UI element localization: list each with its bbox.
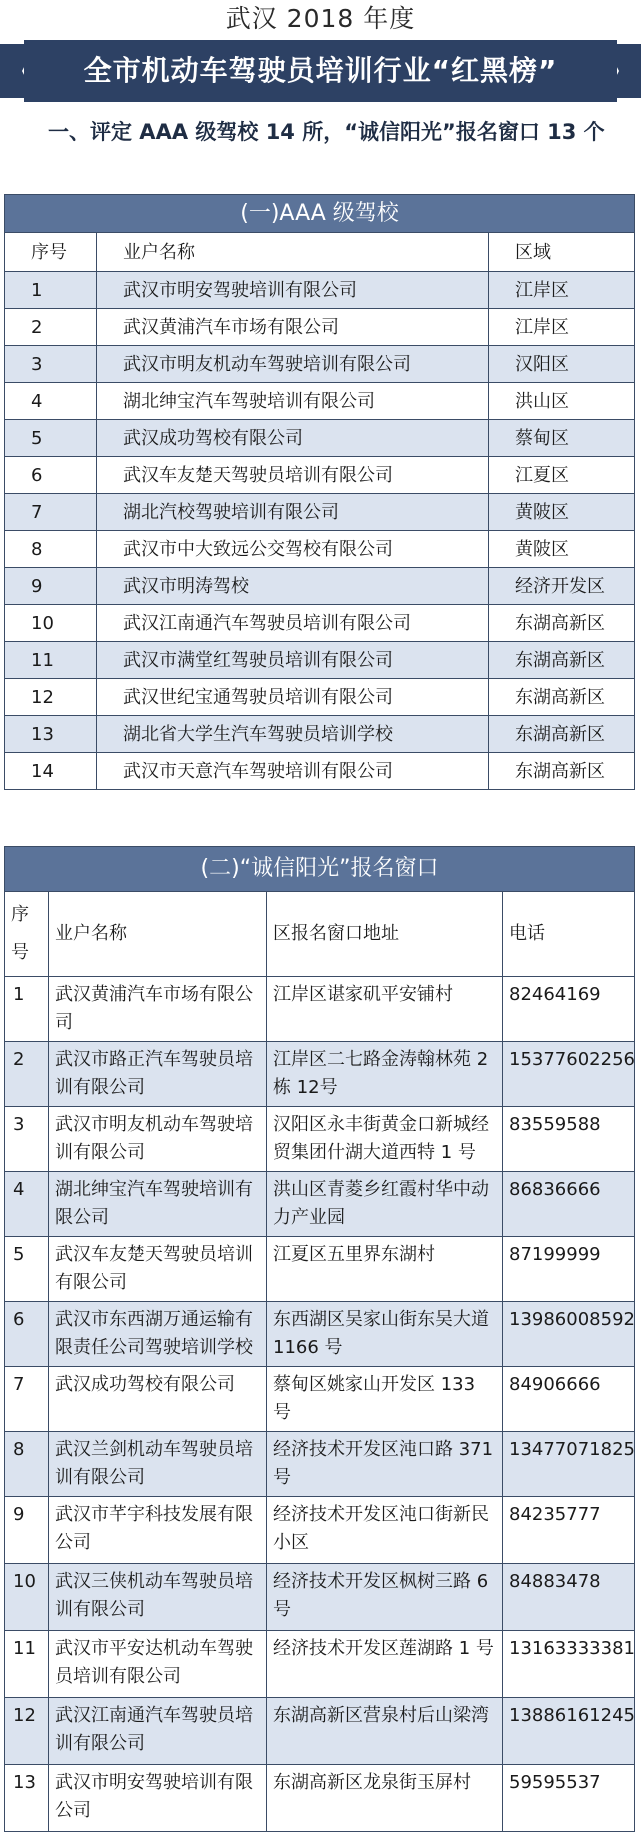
table-header-row	[5, 233, 635, 272]
window-address: 经济技术开发区沌口路 371号	[267, 1432, 503, 1497]
phone-number: 15377602256	[503, 1042, 635, 1107]
row-index: 11	[5, 1631, 49, 1698]
table-row	[5, 272, 635, 309]
title-banner	[0, 40, 641, 102]
table-row	[5, 383, 635, 420]
banner-title: 全市机动车驾驶员培训行业“红黑榜”	[83, 54, 558, 87]
phone-number: 83559588	[503, 1107, 635, 1172]
row-index: 6	[5, 457, 97, 494]
table-row	[5, 1302, 635, 1367]
table-row	[5, 716, 635, 753]
row-index: 4	[5, 383, 97, 420]
row-index: 2	[5, 1042, 49, 1107]
row-index: 2	[5, 309, 97, 346]
district: 东湖高新区	[489, 642, 635, 679]
row-index: 7	[5, 1367, 49, 1432]
company-name: 武汉市明友机动车驾驶培训有限公司	[97, 346, 489, 383]
column-header: 电话	[503, 892, 635, 977]
company-name: 武汉兰剑机动车驾驶员培训有限公司	[49, 1432, 267, 1497]
table-row	[5, 531, 635, 568]
company-name: 武汉市明安驾驶培训有限公司	[49, 1765, 267, 1832]
table-row	[5, 605, 635, 642]
column-header: 业户名称	[97, 233, 489, 272]
table-row	[5, 1042, 635, 1107]
company-name: 武汉市东西湖万通运输有限责任公司驾驶培训学校	[49, 1302, 267, 1367]
company-name: 武汉市明涛驾校	[97, 568, 489, 605]
company-name: 武汉车友楚天驾驶员培训有限公司	[49, 1237, 267, 1302]
company-name: 武汉市满堂红驾驶员培训有限公司	[97, 642, 489, 679]
row-index: 8	[5, 1432, 49, 1497]
table-row	[5, 1564, 635, 1631]
row-index: 12	[5, 1698, 49, 1765]
district: 经济开发区	[489, 568, 635, 605]
company-name: 武汉成功驾校有限公司	[97, 420, 489, 457]
row-index: 12	[5, 679, 97, 716]
table-row	[5, 1172, 635, 1237]
company-name: 武汉黄浦汽车市场有限公司	[49, 977, 267, 1042]
section-heading: 一、评定 AAA 级驾校 14 所，“诚信阳光”报名窗口 13 个	[48, 120, 605, 144]
table-row	[5, 568, 635, 605]
row-index: 13	[5, 1765, 49, 1832]
row-index: 9	[5, 568, 97, 605]
window-address: 江岸区二七路金涛翰林苑 2 栋 12号	[267, 1042, 503, 1107]
table-row	[5, 494, 635, 531]
phone-number: 13477071825	[503, 1432, 635, 1497]
district: 汉阳区	[489, 346, 635, 383]
registration-window-table	[4, 846, 635, 1832]
company-name: 武汉三侠机动车驾驶员培训有限公司	[49, 1564, 267, 1631]
table-row	[5, 309, 635, 346]
row-index: 13	[5, 716, 97, 753]
table-row	[5, 1698, 635, 1765]
window-address: 东湖高新区营泉村后山梁湾	[267, 1698, 503, 1765]
district: 黄陂区	[489, 494, 635, 531]
phone-number: 13986008592	[503, 1302, 635, 1367]
district: 东湖高新区	[489, 679, 635, 716]
table-row	[5, 753, 635, 790]
table-row	[5, 679, 635, 716]
phone-number: 13886161245	[503, 1698, 635, 1765]
company-name: 武汉市明安驾驶培训有限公司	[97, 272, 489, 309]
company-name: 武汉成功驾校有限公司	[49, 1367, 267, 1432]
table-caption: (一)AAA 级驾校	[5, 195, 635, 233]
company-name: 武汉市芊宇科技发展有限公司	[49, 1497, 267, 1564]
table-row	[5, 977, 635, 1042]
window-address: 经济技术开发区枫树三路 6 号	[267, 1564, 503, 1631]
window-address: 江岸区谌家矶平安铺村	[267, 977, 503, 1042]
company-name: 武汉市中大致远公交驾校有限公司	[97, 531, 489, 568]
table-header-row	[5, 892, 635, 977]
district: 洪山区	[489, 383, 635, 420]
window-address: 洪山区青菱乡红霞村华中动力产业园	[267, 1172, 503, 1237]
row-index: 11	[5, 642, 97, 679]
company-name: 武汉世纪宝通驾驶员培训有限公司	[97, 679, 489, 716]
window-address: 汉阳区永丰街黄金口新城经贸集团什湖大道西特 1 号	[267, 1107, 503, 1172]
row-index: 6	[5, 1302, 49, 1367]
company-name: 武汉市明友机动车驾驶培训有限公司	[49, 1107, 267, 1172]
column-header: 业户名称	[49, 892, 267, 977]
row-index: 5	[5, 420, 97, 457]
phone-number: 82464169	[503, 977, 635, 1042]
table-row	[5, 1497, 635, 1564]
row-index: 10	[5, 1564, 49, 1631]
phone-number: 59595537	[503, 1765, 635, 1832]
district: 江岸区	[489, 309, 635, 346]
aaa-driving-school-table	[4, 194, 635, 790]
table-row	[5, 642, 635, 679]
company-name: 湖北省大学生汽车驾驶员培训学校	[97, 716, 489, 753]
company-name: 湖北汽校驾驶培训有限公司	[97, 494, 489, 531]
phone-number: 13163333381	[503, 1631, 635, 1698]
company-name: 武汉市天意汽车驾驶培训有限公司	[97, 753, 489, 790]
company-name: 武汉江南通汽车驾驶员培训有限公司	[97, 605, 489, 642]
district: 蔡甸区	[489, 420, 635, 457]
row-index: 5	[5, 1237, 49, 1302]
table-row	[5, 1367, 635, 1432]
window-address: 东西湖区吴家山街东吴大道 1166 号	[267, 1302, 503, 1367]
district: 黄陂区	[489, 531, 635, 568]
column-header: 序号	[5, 892, 49, 977]
phone-number: 84235777	[503, 1497, 635, 1564]
row-index: 9	[5, 1497, 49, 1564]
row-index: 1	[5, 977, 49, 1042]
company-name: 湖北绅宝汽车驾驶培训有限公司	[97, 383, 489, 420]
row-index: 1	[5, 272, 97, 309]
table-row	[5, 1765, 635, 1832]
phone-number: 84906666	[503, 1367, 635, 1432]
phone-number: 87199999	[503, 1237, 635, 1302]
row-index: 4	[5, 1172, 49, 1237]
document-year-title: 武汉 2018 年度	[225, 4, 416, 33]
window-address: 东湖高新区龙泉街玉屏村	[267, 1765, 503, 1832]
district: 东湖高新区	[489, 716, 635, 753]
table-row	[5, 1107, 635, 1172]
row-index: 14	[5, 753, 97, 790]
district: 江岸区	[489, 272, 635, 309]
table-row	[5, 420, 635, 457]
company-name: 武汉市路正汽车驾驶员培训有限公司	[49, 1042, 267, 1107]
district: 东湖高新区	[489, 753, 635, 790]
company-name: 武汉市平安达机动车驾驶员培训有限公司	[49, 1631, 267, 1698]
column-header: 区域	[489, 233, 635, 272]
phone-number: 86836666	[503, 1172, 635, 1237]
row-index: 8	[5, 531, 97, 568]
company-name: 武汉车友楚天驾驶员培训有限公司	[97, 457, 489, 494]
district: 东湖高新区	[489, 605, 635, 642]
phone-number: 84883478	[503, 1564, 635, 1631]
table-row	[5, 1237, 635, 1302]
company-name: 武汉黄浦汽车市场有限公司	[97, 309, 489, 346]
table-row	[5, 1432, 635, 1497]
row-index: 7	[5, 494, 97, 531]
column-header: 序号	[5, 233, 97, 272]
table-caption: (二)“诚信阳光”报名窗口	[5, 847, 635, 892]
row-index: 3	[5, 1107, 49, 1172]
table-row	[5, 346, 635, 383]
district: 江夏区	[489, 457, 635, 494]
column-header: 区报名窗口地址	[267, 892, 503, 977]
table-row	[5, 457, 635, 494]
window-address: 经济技术开发区莲湖路 1 号	[267, 1631, 503, 1698]
row-index: 3	[5, 346, 97, 383]
window-address: 江夏区五里界东湖村	[267, 1237, 503, 1302]
window-address: 经济技术开发区沌口街新民小区	[267, 1497, 503, 1564]
table-row	[5, 1631, 635, 1698]
company-name: 武汉江南通汽车驾驶员培训有限公司	[49, 1698, 267, 1765]
company-name: 湖北绅宝汽车驾驶培训有限公司	[49, 1172, 267, 1237]
window-address: 蔡甸区姚家山开发区 133 号	[267, 1367, 503, 1432]
row-index: 10	[5, 605, 97, 642]
